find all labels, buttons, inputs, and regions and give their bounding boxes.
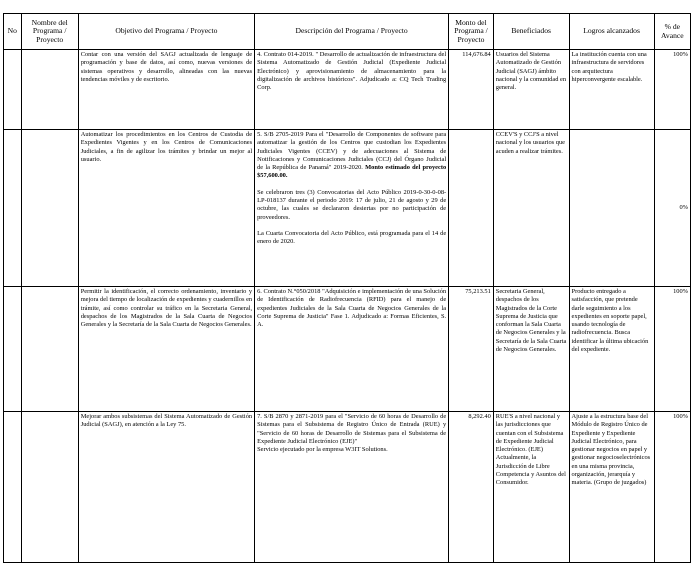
cell-monto: 75,213.51 — [449, 287, 494, 412]
cell-monto: 114,676.84 — [449, 50, 494, 130]
header-name: Nombre del Programa / Proyecto — [21, 14, 78, 50]
cell-name — [21, 50, 78, 130]
cell-no — [4, 287, 22, 412]
header-beneficiados: Beneficiados — [493, 14, 569, 50]
cell-name — [21, 287, 78, 412]
cell-objetivo: Contar con una versión del SAGJ actualizada de lenguaje de programación y base de datos, así como, nuevas versiones de sistemas operativos y desarrollo, alineadas con las nuevas tendencias móviles y de escritorio. — [78, 50, 254, 130]
servicio-ejecutado-text: Servicio ejecutado por la empresa W3IT Solutions. — [257, 446, 388, 454]
cell-avance: 100% — [654, 287, 690, 412]
table-row — [4, 50, 691, 130]
header-monto: Monto del Programa / Proyecto — [449, 14, 494, 50]
header-avance: % de Avance — [654, 14, 690, 50]
cell-avance: 100% — [654, 50, 690, 130]
cell-beneficiados: Secretaria General, despachos de los Magistrados de la Corte Suprema de Justicia que conforman la Sala Cuarta de Negocios Generales y la Secretaría de la Sala Cuarta de Negocios Generales. — [493, 287, 569, 412]
header-objetivo: Objetivo del Programa / Proyecto — [78, 14, 254, 50]
table-row — [4, 130, 691, 287]
cell-descripcion — [255, 50, 449, 130]
descripcion-text: 7. S/B 2870 y 2871-2019 para el "Servicio de 60 horas de Desarrollo de Sistemas para el Subsistema de Registro Único de Entrada (RUE) y "Servicio de 60 horas de Desarrollo de Sistemas para el Subsistema de Expediente Judicial Electrónico (EJE)" — [257, 413, 447, 445]
cell-logros: Ajuste a la estructura base del Módulo de Registro Único de Expediente y Expediente Judicial Electrónico, para gestionar negocios en papel y gestionar negocioselectrónicos en una misma provincia, organización, jerarquía y materia. (Grupo de juzgados) — [569, 412, 654, 563]
cell-avance: 100% — [654, 412, 690, 563]
cuarta-convocatoria-text: La Cuarta Convocatoria del Acto Público, está programada para el 14 de enero de 2020. — [257, 229, 447, 246]
cell-descripcion — [255, 412, 449, 563]
table-row — [4, 412, 691, 563]
descripcion-text: 5. S/B 2705-2019 Para el "Desarrollo de Componentes de software para automatizar la gestión de los Centros que custodian los Expedientes Judiciales Vigentes (CCEV) y de adecuaciones al Sistema de Notificaciones y Comunicaciones Judiciales (CCJ) del Órgano Judicial de la República de Panamá" 2019-2020. — [257, 131, 447, 172]
cell-avance: 0% — [654, 130, 690, 287]
cell-name — [21, 412, 78, 563]
cell-beneficiados: CCEV'S y CCJ'S a nivel nacional y los usuarios que acuden a realizar trámites. — [493, 130, 569, 287]
cell-logros: Producto entregado a satisfacción, que pretende darle seguimiento a los expedientes en soporte papel, usando tecnología de radiofrecuencia. Busca identificar la última ubicación del expediente. — [569, 287, 654, 412]
cell-beneficiados: Usuarios del Sistema Automatizado de Gestión Judicial (SAGJ) ámbito nacional y la comunidad en general. — [493, 50, 569, 130]
cell-objetivo: Mejorar ambos subsistemas del Sistema Automatizado de Gestión Judicial (SAGJ), en atención a la Ley 75. — [78, 412, 254, 563]
cell-beneficiados: RUE'S a nivel nacional y las jurisdicciones que cuentan con el Subsistema de Expediente Judicial Electrónico. (EJE) Actualmente, la Jurisdicción de Libre Competencia y Asuntos del Consumidor. — [493, 412, 569, 563]
header-logros: Logros alcanzados — [569, 14, 654, 50]
cell-objetivo: Automatizar los procedimientos en los Centros de Custodia de Expedientes Vigentes y en los Centros de Comunicaciones Judiciales, a fin de agilizar los trámites y brindar un mejor al usuario. — [78, 130, 254, 287]
descripcion-text: 6. Contrato N.°050/2018 "Adquisición e implementación de una Solución de Identificación de Radiofrecuencia (RFID) para el manejo de expedientes Judiciales de la Sala Cuarta de Negocios Generales de la Corte Suprema de Justicia" Fase 1. Adjudicado a: Formas Eficientes, S. A. — [257, 288, 447, 329]
descripcion-text: 4. Contrato 014-2019. " Desarrollo de actualización de infraestructura del Sistema Automatizado de Gestión Judicial (Expediente Judicial Electrónico) y aprovisionamiento de almacenamiento para la digitalización de archivos históricos". Adjudicado a: CQ Tech Trading Corp. — [257, 51, 447, 92]
header-no: No — [4, 14, 22, 50]
cell-name — [21, 130, 78, 287]
cell-no — [4, 130, 22, 287]
programs-table — [3, 13, 691, 563]
cell-no — [4, 50, 22, 130]
convocatorias-text: Se celebraron tres (3) Convocatorias del Acto Público 2019-0-30-0-08-LP-018137 durante el periodo 2019: 17 de julio, 21 de agosto y 29 de octubre, las cuales se declararon desiertas por no participación de proveedores. — [257, 188, 447, 221]
cell-descripcion — [255, 130, 449, 287]
cell-descripcion — [255, 287, 449, 412]
header-descripcion: Descripción del Programa / Proyecto — [255, 14, 449, 50]
monto-estimado-text: Monto estimado del proyecto $57,600.00. — [257, 164, 447, 180]
cell-logros: La institución cuenta con una infraestructura de servidores con arquitectura hiperconvergente escalable. — [569, 50, 654, 130]
cell-no — [4, 412, 22, 563]
cell-objetivo: Permitir la identificación, el correcto ordenamiento, inventario y mejora del tiempo de localización de expedientes y cuadernillos en trámite, así como controlar su tráfico en la Secretaria General, despachos de los Magistrados de la Sala Cuarta de Negocios Generales y la Secretaría de la Sala Cuarta de Negocios Generales. — [78, 287, 254, 412]
table-header-row — [4, 14, 691, 50]
cell-monto: 8,292.40 — [449, 412, 494, 563]
cell-logros — [569, 130, 654, 287]
cell-monto — [449, 130, 494, 287]
table-row — [4, 287, 691, 412]
